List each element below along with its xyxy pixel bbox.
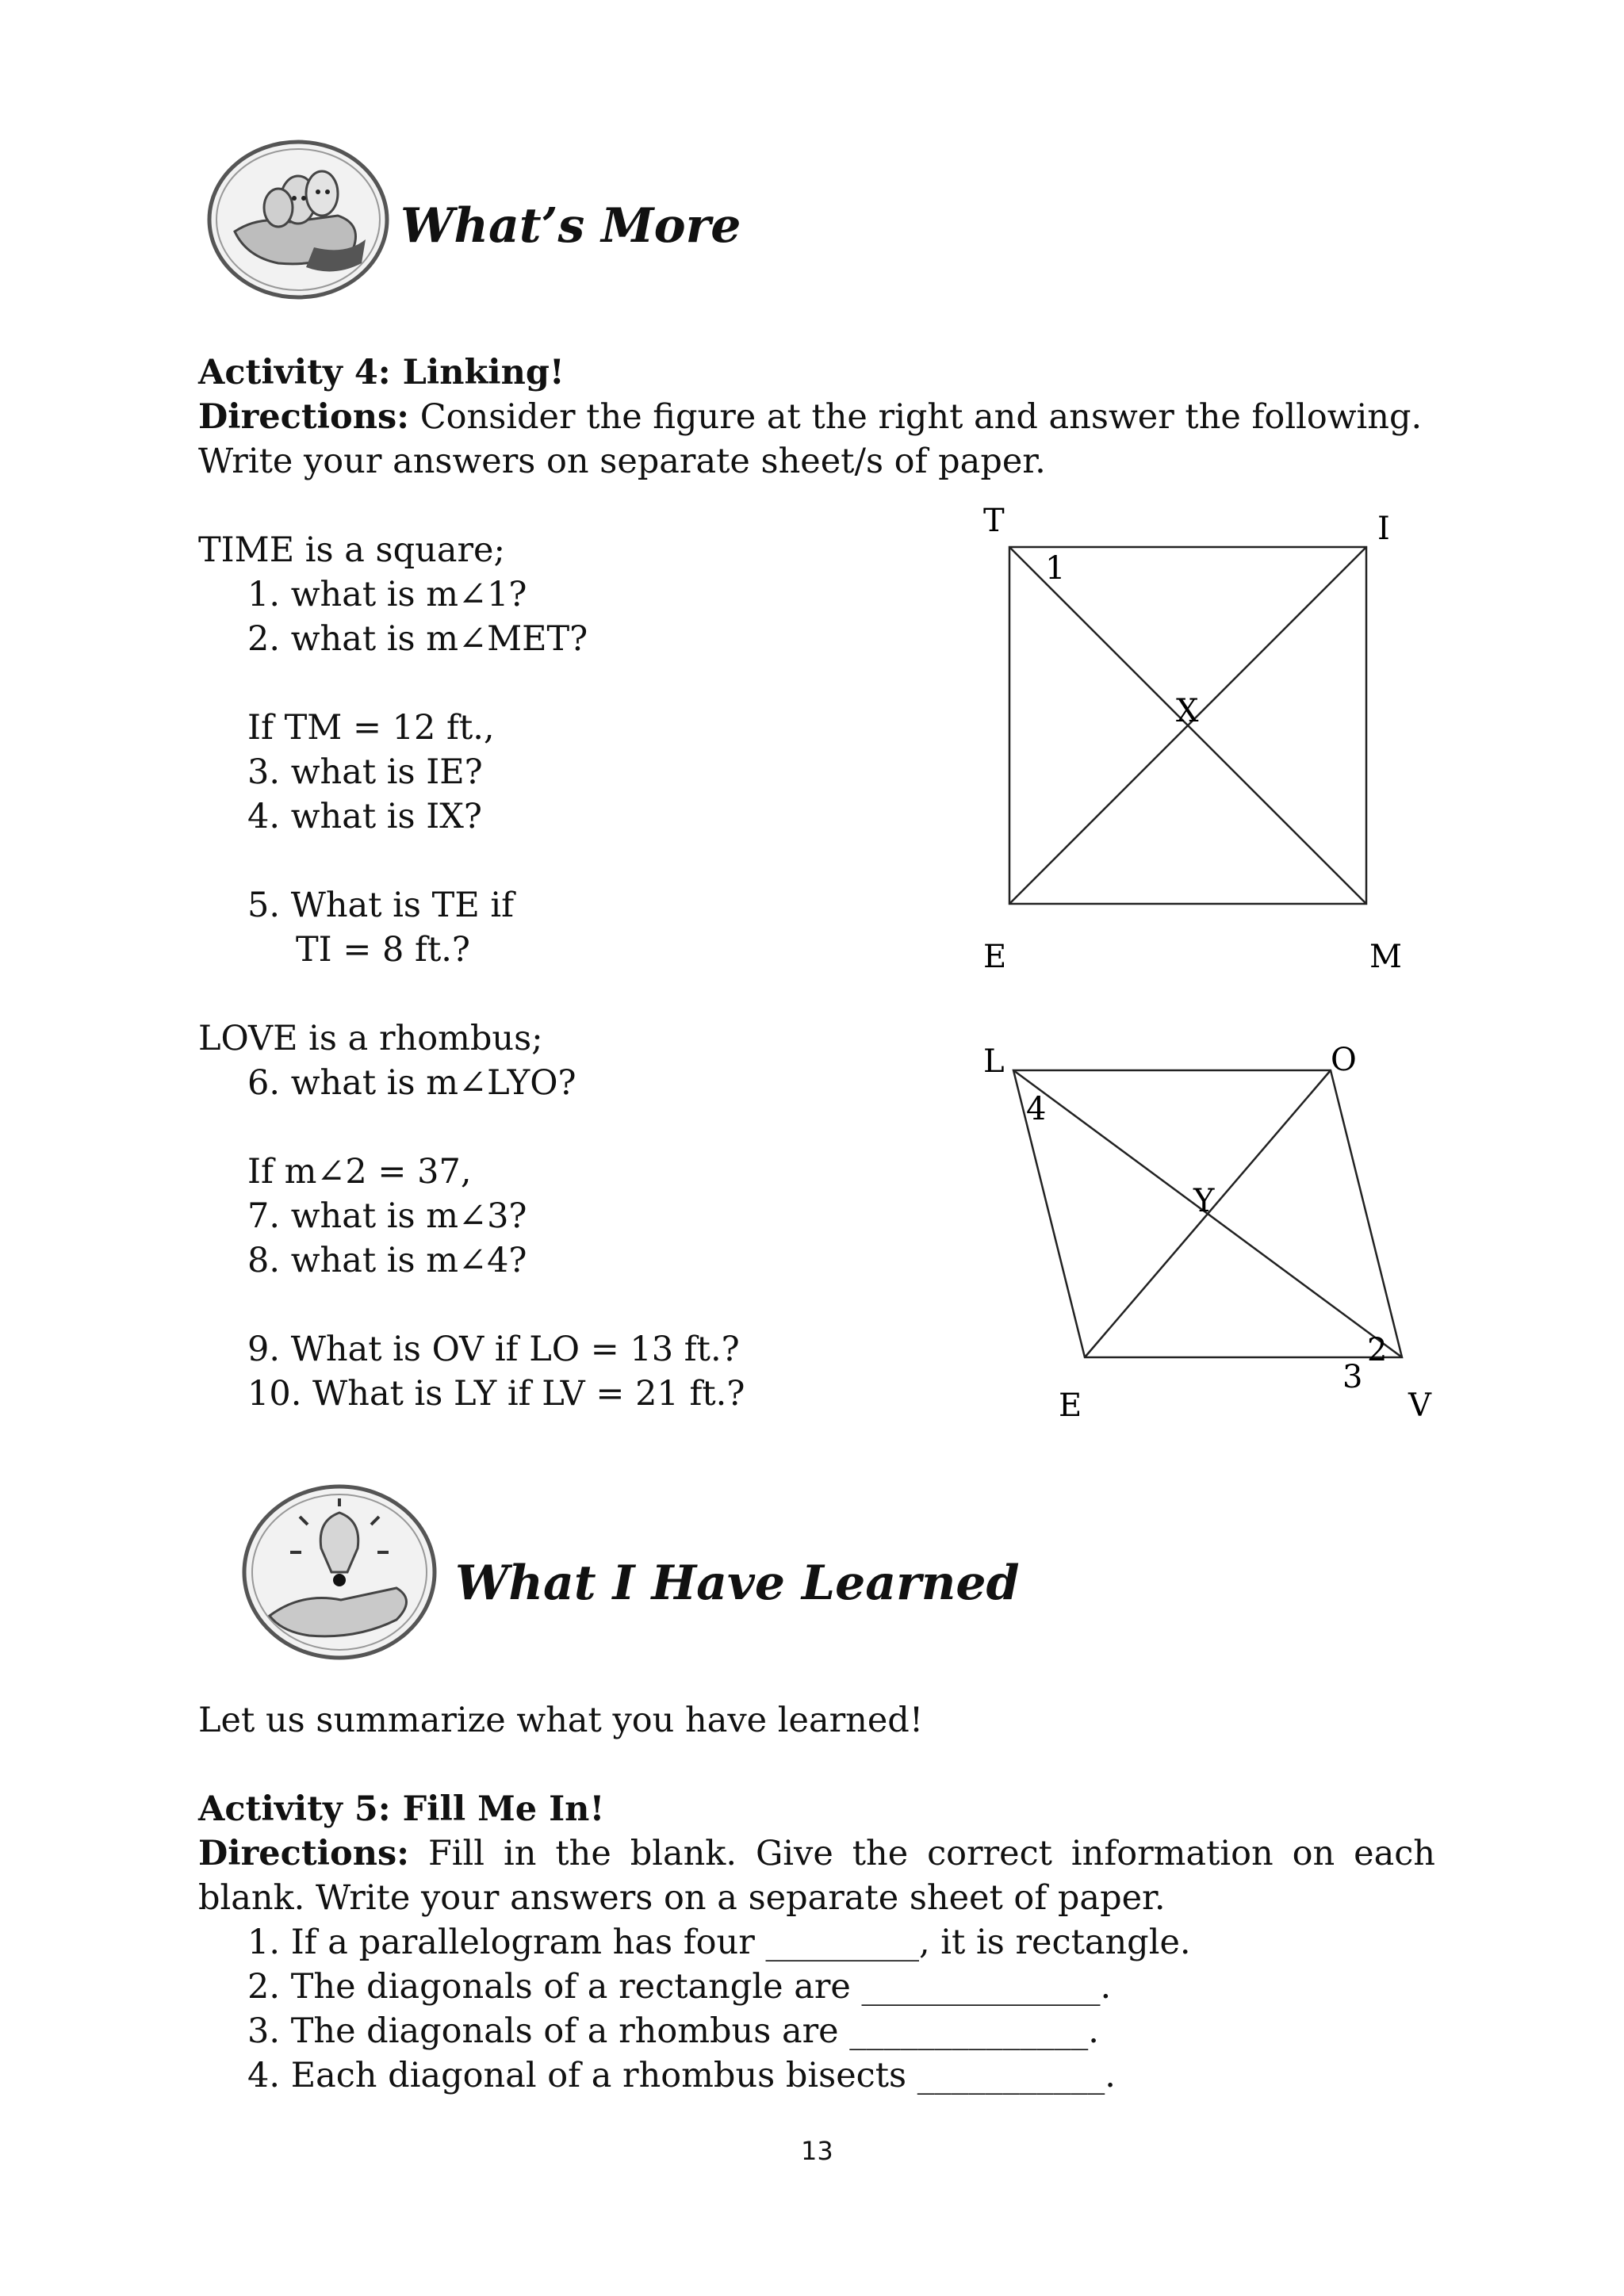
activity4-title: Activity 4: Linking! [198,353,565,392]
label-e: E [983,939,1007,975]
question-9: 9. What is OV if LO = 13 ft.? [247,1330,740,1369]
directions-text-5: Fill in the blank. Give the correct information on each [409,1834,1435,1873]
question-4: 4. what is IX? [247,797,482,836]
fill-item-2: 2. The diagonals of a rectangle are ______________. [247,1967,1112,2007]
fill-item-3: 3. The diagonals of a rhombus are ______________. [247,2011,1099,2051]
label-y: Y [1193,1183,1215,1219]
label-4: 4 [1026,1091,1047,1127]
question-7: 7. what is m∠3? [247,1196,527,1236]
question-10: 10. What is LY if LV = 21 ft.? [247,1374,745,1414]
page-number: 13 [801,2136,833,2166]
fill-item-4: 4. Each diagonal of a rhombus bisects ___________. [247,2056,1116,2095]
what-i-learned-icon [238,1481,441,1663]
question-8: 8. what is m∠4? [247,1241,527,1280]
activity4-directions-line2: Write your answers on separate sheet/s of paper. [198,442,1046,481]
question-5-line2: TI = 8 ft.? [296,930,470,970]
learned-intro: Let us summarize what you have learned! [198,1701,924,1740]
directions-label-5: Directions: [198,1834,410,1873]
label-v: V [1408,1387,1431,1424]
label-o: O [1331,1042,1357,1078]
label-l: L [983,1043,1005,1080]
question-3: 3. what is IE? [247,752,483,792]
directions-label: Directions: [198,397,410,437]
label-2: 2 [1367,1332,1388,1368]
activity5-directions-line2: blank. Write your answers on a separate sheet of paper. [198,1878,1166,1918]
activity5-directions-line1 [198,1831,1435,1876]
label-e-rhombus: E [1059,1387,1082,1424]
directions-text: Consider the figure at the right and answer the following. [409,397,1423,437]
fill-item-1: 1. If a parallelogram has four _________, it is rectangle. [247,1923,1191,1962]
rhombus-intro: LOVE is a rhombus; [198,1019,543,1058]
activity4-directions-line1 [198,395,1422,439]
activity5-title: Activity 5: Fill Me In! [198,1789,605,1829]
square-figure [952,492,1443,999]
whats-more-heading: What’s More [400,198,741,254]
whats-more-icon [203,136,393,303]
what-i-learned-heading: What I Have Learned [455,1556,1020,1611]
square-intro: TIME is a square; [198,530,505,570]
label-m: M [1369,939,1402,975]
question-6: 6. what is m∠LYO? [247,1063,576,1103]
question-1: 1. what is m∠1? [247,575,527,614]
label-1: 1 [1045,550,1066,587]
condition-tm: If TM = 12 ft., [247,708,495,748]
label-t: T [983,503,1005,539]
label-x: X [1176,693,1199,729]
question-2: 2. what is m∠MET? [247,619,588,659]
label-3: 3 [1342,1359,1363,1395]
condition-angle2: If m∠2 = 37, [247,1152,472,1192]
label-i: I [1377,511,1390,547]
rhombus-figure [952,1031,1459,1443]
question-5-line1: 5. What is TE if [247,886,515,925]
